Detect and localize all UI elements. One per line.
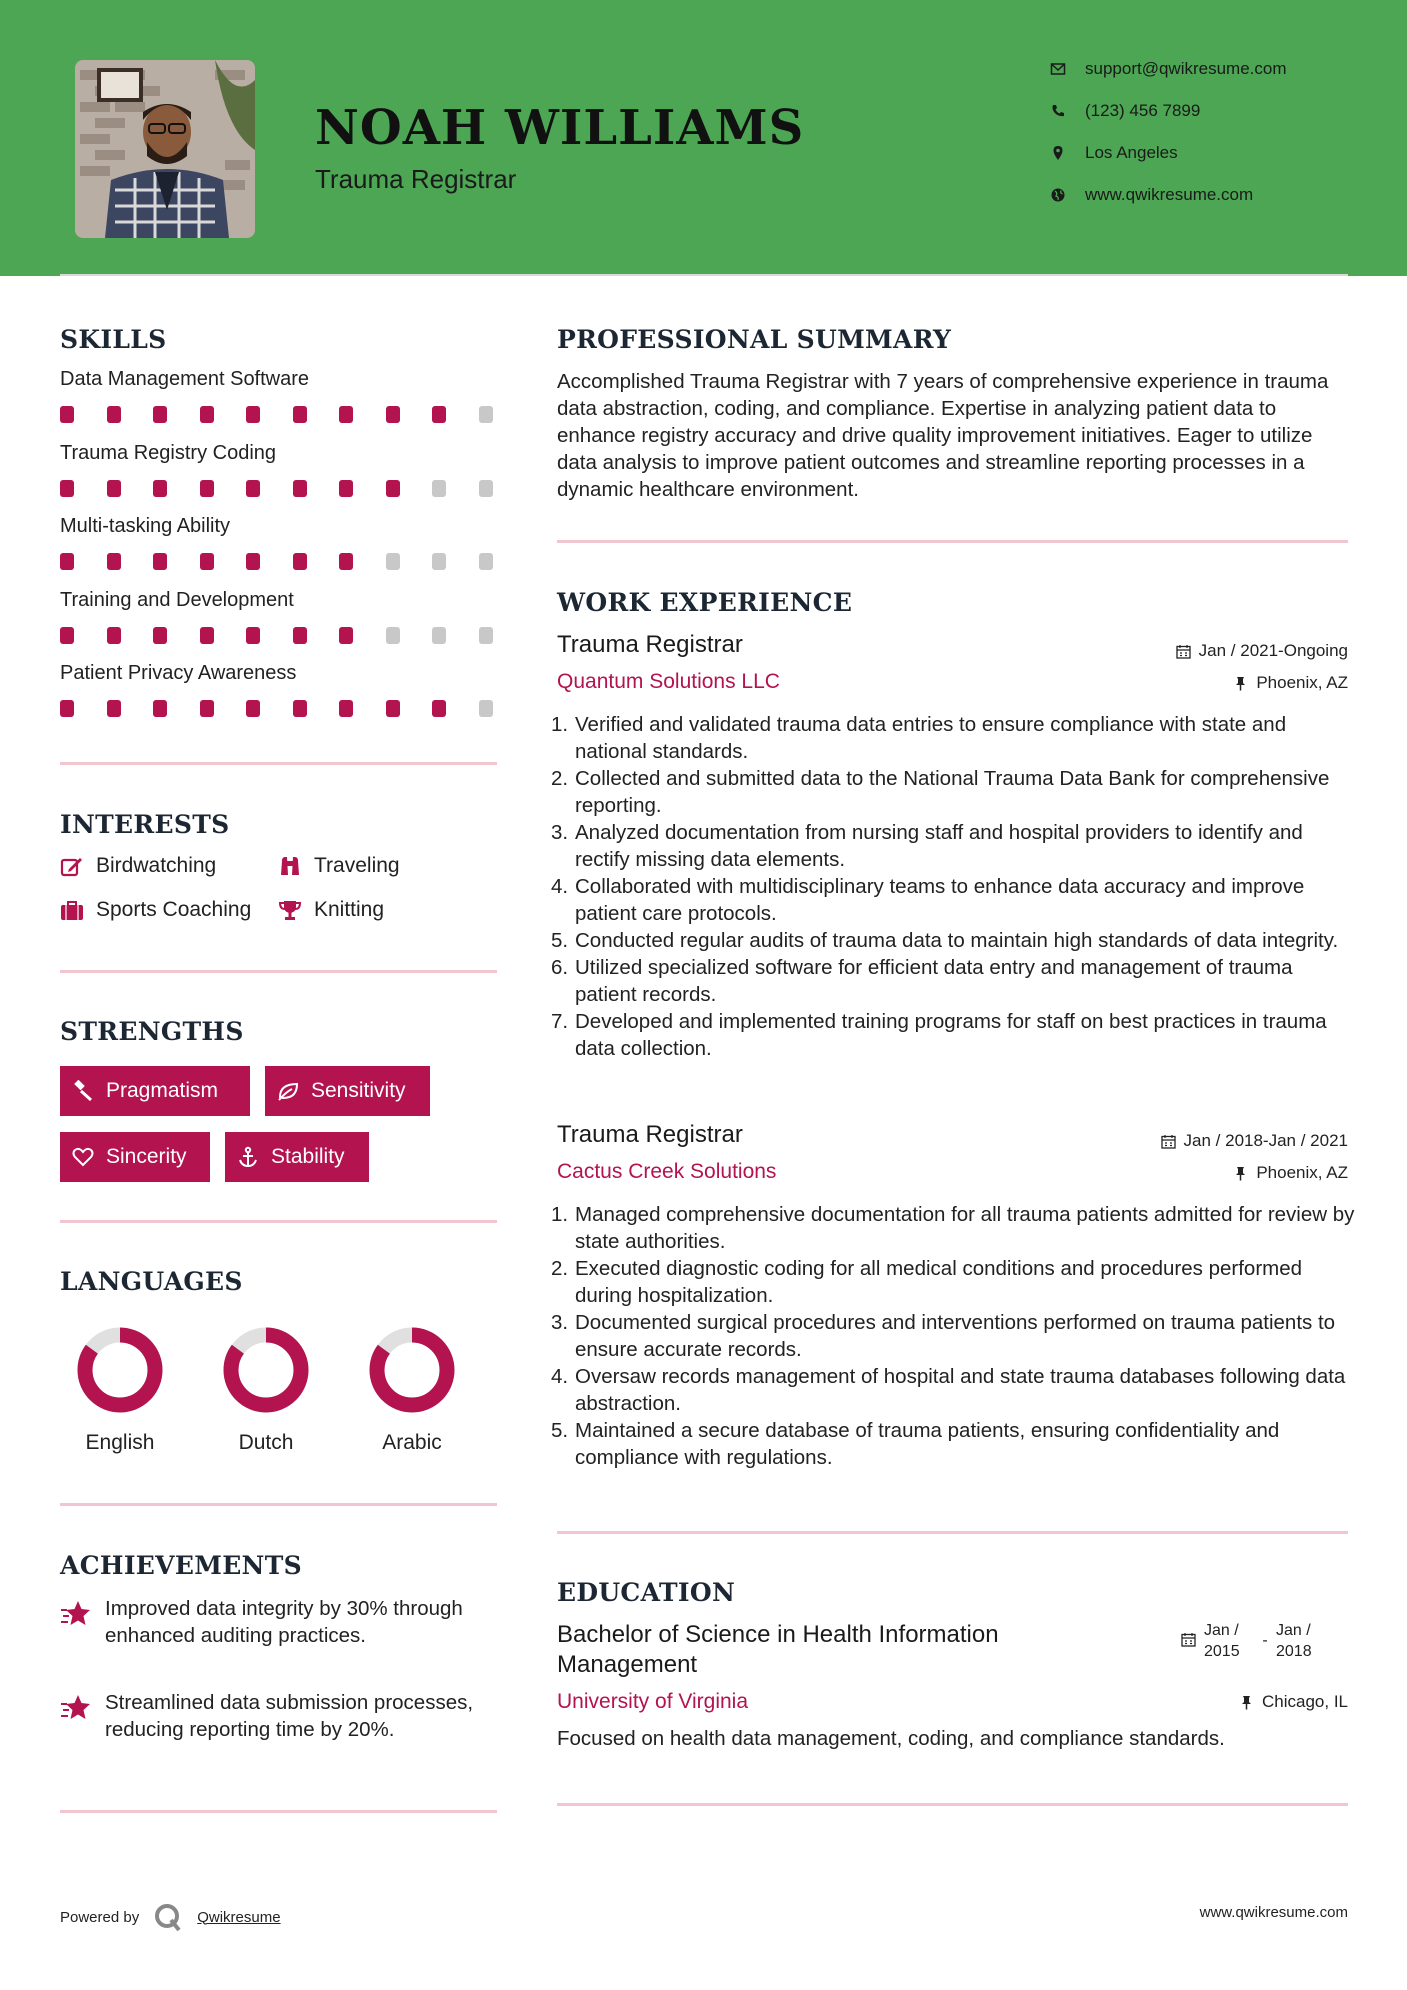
skill-dot-filled (60, 627, 74, 644)
education-dates (1181, 1620, 1326, 1662)
skill-dot-filled (107, 627, 121, 644)
bullet-number: 2. (551, 767, 569, 790)
contact-email-text: support@qwikresume.com (1085, 59, 1287, 78)
bullet-text: Utilized specialized software for efficient data entry and management of trauma patient records. (575, 956, 1293, 1006)
skill-dot-filled (339, 700, 353, 717)
job-bullet (551, 819, 1357, 873)
skill-name: Patient Privacy Awareness (60, 662, 297, 684)
achievement-text: Improved data integrity by 30% through enhanced auditing practices. (105, 1597, 463, 1647)
skill-dot-filled (60, 700, 74, 717)
skill-dot-filled (386, 406, 400, 423)
strength-label: Sincerity (106, 1145, 187, 1168)
education-location (1239, 1692, 1348, 1712)
skill-dot-filled (60, 406, 74, 423)
achievement-text: Streamlined data submission processes, reducing reporting time by 20%. (105, 1691, 474, 1741)
edit-icon (60, 855, 84, 877)
envelope-icon (1050, 61, 1066, 77)
strength-label: Stability (271, 1145, 345, 1168)
language-name: Dutch (238, 1431, 294, 1454)
job-bullet (551, 927, 1357, 954)
skills-heading: SKILLS (60, 325, 167, 354)
job-title: Trauma Registrar (557, 1121, 743, 1148)
bullet-number: 3. (551, 1311, 569, 1334)
job-location-text: Phoenix, AZ (1256, 1163, 1348, 1182)
education-end: Jan / 2018 (1276, 1622, 1312, 1660)
skill-dot-filled (153, 480, 167, 497)
bullet-text: Documented surgical procedures and interventions performed on trauma patients to ensure accurate records. (575, 1311, 1336, 1361)
skills-divider (60, 762, 497, 765)
skill-level-dots (60, 700, 525, 717)
bullet-number: 1. (551, 713, 569, 736)
achievements-divider (60, 1810, 497, 1813)
skill-dot-empty (479, 480, 493, 497)
skill-dot-filled (153, 406, 167, 423)
skill-dot-filled (200, 700, 214, 717)
contact-location (1050, 143, 1350, 163)
strengths-heading: STRENGTHS (60, 1017, 244, 1046)
experience-divider (557, 1531, 1348, 1534)
skill-name: Training and Development (60, 588, 294, 611)
skill-dot-filled (60, 553, 74, 570)
powered-by-text: Powered by (60, 1908, 140, 1926)
language-proficiency-ring (76, 1326, 164, 1414)
interests-divider (60, 970, 497, 973)
job-location (1233, 1163, 1348, 1183)
job-bullet (551, 1309, 1357, 1363)
achievements-heading: ACHIEVEMENTS (60, 1551, 302, 1580)
strength-tag (60, 1066, 250, 1116)
skill-level-dots (60, 553, 525, 570)
pushpin-icon (1239, 1695, 1254, 1710)
brand-link[interactable]: Qwikresume (197, 1908, 281, 1926)
language-proficiency-ring (222, 1326, 310, 1414)
interest-label: Sports Coaching (96, 898, 252, 921)
summary-heading: PROFESSIONAL SUMMARY (557, 325, 952, 354)
contact-website-text: www.qwikresume.com (1085, 185, 1254, 204)
bullet-number: 7. (551, 1010, 569, 1033)
skill-dot-filled (246, 700, 260, 717)
globe-icon (1050, 187, 1066, 203)
strength-tag (60, 1132, 210, 1182)
skill-dot-empty (479, 700, 493, 717)
skill-dot-filled (246, 553, 260, 570)
skill-level-dots (60, 627, 525, 644)
job-bullet (551, 765, 1357, 819)
skill-dot-empty (386, 553, 400, 570)
skill-dot-filled (153, 553, 167, 570)
candidate-title: Trauma Registrar (315, 164, 517, 194)
contact-phone[interactable] (1050, 101, 1350, 121)
job-bullet (551, 1255, 1357, 1309)
calendar-icon (1176, 644, 1191, 659)
skill-dot-filled (246, 406, 260, 423)
skill-name: Multi-tasking Ability (60, 515, 231, 537)
interest-item (278, 854, 400, 878)
skill-dot-empty (386, 627, 400, 644)
job-bullets (551, 711, 1357, 1062)
job-bullets (551, 1201, 1357, 1471)
pushpin-icon (1233, 676, 1248, 691)
school-name: University of Virginia (557, 1690, 749, 1713)
footer-website[interactable]: www.qwikresume.com (1199, 1904, 1348, 1921)
job-bullet (551, 954, 1357, 1008)
interest-label: Knitting (314, 898, 385, 921)
skill-dot-filled (339, 553, 353, 570)
experience-heading: WORK EXPERIENCE (557, 588, 853, 617)
skill-dot-filled (153, 627, 167, 644)
interest-item (278, 898, 384, 922)
job-bullet (551, 1363, 1357, 1417)
bullet-text: Developed and implemented training programs for staff on best practices in trauma data collection. (575, 1010, 1327, 1060)
skill-dot-empty (432, 480, 446, 497)
job-bullet (551, 873, 1357, 927)
skill-dot-filled (153, 700, 167, 717)
skill-dot-filled (200, 480, 214, 497)
job-dates-text: Jan / 2018-Jan / 2021 (1183, 1131, 1348, 1150)
skill-dot-empty (432, 627, 446, 644)
languages-heading: LANGUAGES (60, 1267, 243, 1296)
interest-item (60, 898, 251, 922)
skill-dot-filled (107, 700, 121, 717)
skill-level-dots (60, 480, 525, 497)
strength-label: Pragmatism (106, 1079, 219, 1102)
job-location (1233, 673, 1348, 693)
strength-label: Sensitivity (311, 1079, 406, 1102)
education-date-dash: - (1262, 1632, 1268, 1649)
skill-dot-filled (246, 627, 260, 644)
company-name: Cactus Creek Solutions (557, 1160, 777, 1183)
calendar-icon (1181, 1632, 1196, 1647)
bullet-text: Collected and submitted data to the National Trauma Data Bank for comprehensive reporting. (575, 767, 1330, 817)
skill-dot-filled (339, 627, 353, 644)
job-location-text: Phoenix, AZ (1256, 673, 1348, 692)
contact-website[interactable] (1050, 185, 1350, 205)
language-name: Arabic (382, 1431, 442, 1454)
skill-dot-filled (246, 480, 260, 497)
strengths-divider (60, 1220, 497, 1223)
skill-dot-filled (200, 553, 214, 570)
job-bullet (551, 1008, 1357, 1062)
candidate-name: NOAH WILLIAMS (315, 100, 805, 156)
skill-dot-filled (293, 406, 307, 423)
header-banner (0, 0, 1407, 276)
leaf-icon (277, 1080, 299, 1102)
summary-text: Accomplished Trauma Registrar with 7 years of comprehensive experience in trauma data abstraction, coding, and compliance. Expertise in analyzing patient data to enhance registry accuracy and drive quality improvement initiatives. Eager to utilize data analysis to improve patient outcomes and streamline reporting processes in a dynamic healthcare environment. (557, 370, 1329, 501)
bullet-text: Verified and validated trauma data entries to ensure compliance with state and national standards. (575, 713, 1287, 763)
skill-dot-empty (479, 553, 493, 570)
education-heading: EDUCATION (557, 1578, 736, 1607)
skill-dot-filled (60, 480, 74, 497)
trophy-icon (278, 899, 302, 921)
job-bullet (551, 711, 1357, 765)
interest-item (60, 854, 216, 878)
job-title: Trauma Registrar (557, 631, 743, 658)
phone-icon (1050, 103, 1066, 119)
education-location-text: Chicago, IL (1262, 1692, 1348, 1711)
skill-dot-empty (479, 627, 493, 644)
skill-dot-filled (386, 700, 400, 717)
skill-level-dots (60, 406, 525, 423)
skill-dot-empty (479, 406, 493, 423)
interest-label: Traveling (314, 854, 400, 877)
bullet-number: 4. (551, 875, 569, 898)
language-name: English (85, 1431, 155, 1454)
job-dates (1161, 1131, 1348, 1151)
education-start: Jan / 2015 (1204, 1622, 1240, 1660)
qwikresume-logo-icon (153, 1902, 183, 1932)
profile-photo (75, 60, 255, 238)
footer-powered-by (60, 1902, 281, 1932)
bullet-text: Conducted regular audits of trauma data to maintain high standards of data integrity. (575, 929, 1339, 952)
degree-name: Bachelor of Science in Health Information Management (557, 1621, 999, 1678)
bullet-text: Managed comprehensive documentation for all trauma patients admitted for review by state authorities. (575, 1203, 1355, 1253)
star-icon (60, 1600, 92, 1628)
anchor-icon (237, 1146, 259, 1168)
bullet-number: 5. (551, 929, 569, 952)
bullet-number: 3. (551, 821, 569, 844)
achievement-item (60, 1690, 500, 1743)
star-icon (60, 1694, 92, 1722)
heart-icon (72, 1146, 94, 1168)
achievement-item (60, 1596, 500, 1649)
contact-email[interactable] (1050, 59, 1350, 79)
skill-dot-filled (200, 406, 214, 423)
bullet-number: 5. (551, 1419, 569, 1442)
job-dates (1176, 641, 1348, 661)
job-bullet (551, 1201, 1357, 1255)
map-marker-icon (1050, 145, 1066, 161)
skill-dot-filled (339, 406, 353, 423)
contact-phone-text: (123) 456 7899 (1085, 101, 1201, 120)
skill-dot-filled (200, 627, 214, 644)
bullet-number: 1. (551, 1203, 569, 1226)
skill-dot-filled (339, 480, 353, 497)
skill-dot-filled (432, 406, 446, 423)
calendar-icon (1161, 1134, 1176, 1149)
contact-location-text: Los Angeles (1085, 143, 1178, 162)
skill-dot-filled (432, 700, 446, 717)
education-description: Focused on health data management, coding, and compliance standards. (557, 1727, 1225, 1750)
bullet-text: Maintained a secure database of trauma patients, ensuring confidentiality and compliance with regulations. (575, 1419, 1280, 1469)
skill-dot-filled (293, 553, 307, 570)
skill-dot-filled (293, 627, 307, 644)
skill-dot-empty (432, 553, 446, 570)
skill-dot-filled (386, 480, 400, 497)
skill-name: Trauma Registry Coding (60, 441, 277, 464)
bullet-number: 4. (551, 1365, 569, 1388)
skill-name: Data Management Software (60, 368, 310, 390)
job-bullet (551, 1417, 1357, 1471)
bullet-text: Executed diagnostic coding for all medical conditions and procedures performed during hospitalization. (575, 1257, 1303, 1307)
summary-divider (557, 540, 1348, 543)
strength-tag (265, 1066, 430, 1116)
skill-dot-filled (107, 553, 121, 570)
education-divider (557, 1803, 1348, 1806)
interests-heading: INTERESTS (60, 810, 230, 839)
skill-dot-filled (107, 406, 121, 423)
bullet-number: 6. (551, 956, 569, 979)
languages-divider (60, 1503, 497, 1506)
gavel-icon (72, 1080, 94, 1102)
company-name: Quantum Solutions LLC (557, 670, 780, 693)
interest-label: Birdwatching (96, 854, 217, 877)
bullet-text: Oversaw records management of hospital and state trauma databases following data abstraction. (575, 1365, 1346, 1415)
language-proficiency-ring (368, 1326, 456, 1414)
strength-tag (225, 1132, 369, 1182)
bullet-number: 2. (551, 1257, 569, 1280)
skill-dot-filled (107, 480, 121, 497)
skill-dot-filled (293, 700, 307, 717)
briefcase-icon (60, 899, 84, 921)
pushpin-icon (1233, 1166, 1248, 1181)
bullet-text: Analyzed documentation from nursing staff and hospital providers to identify and rectify missing data elements. (575, 821, 1303, 871)
job-dates-text: Jan / 2021-Ongoing (1198, 641, 1348, 660)
binoculars-icon (278, 855, 302, 877)
skill-dot-filled (293, 480, 307, 497)
bullet-text: Collaborated with multidisciplinary teams to enhance data accuracy and improve patient care protocols. (575, 875, 1305, 925)
header-divider (60, 274, 1348, 276)
